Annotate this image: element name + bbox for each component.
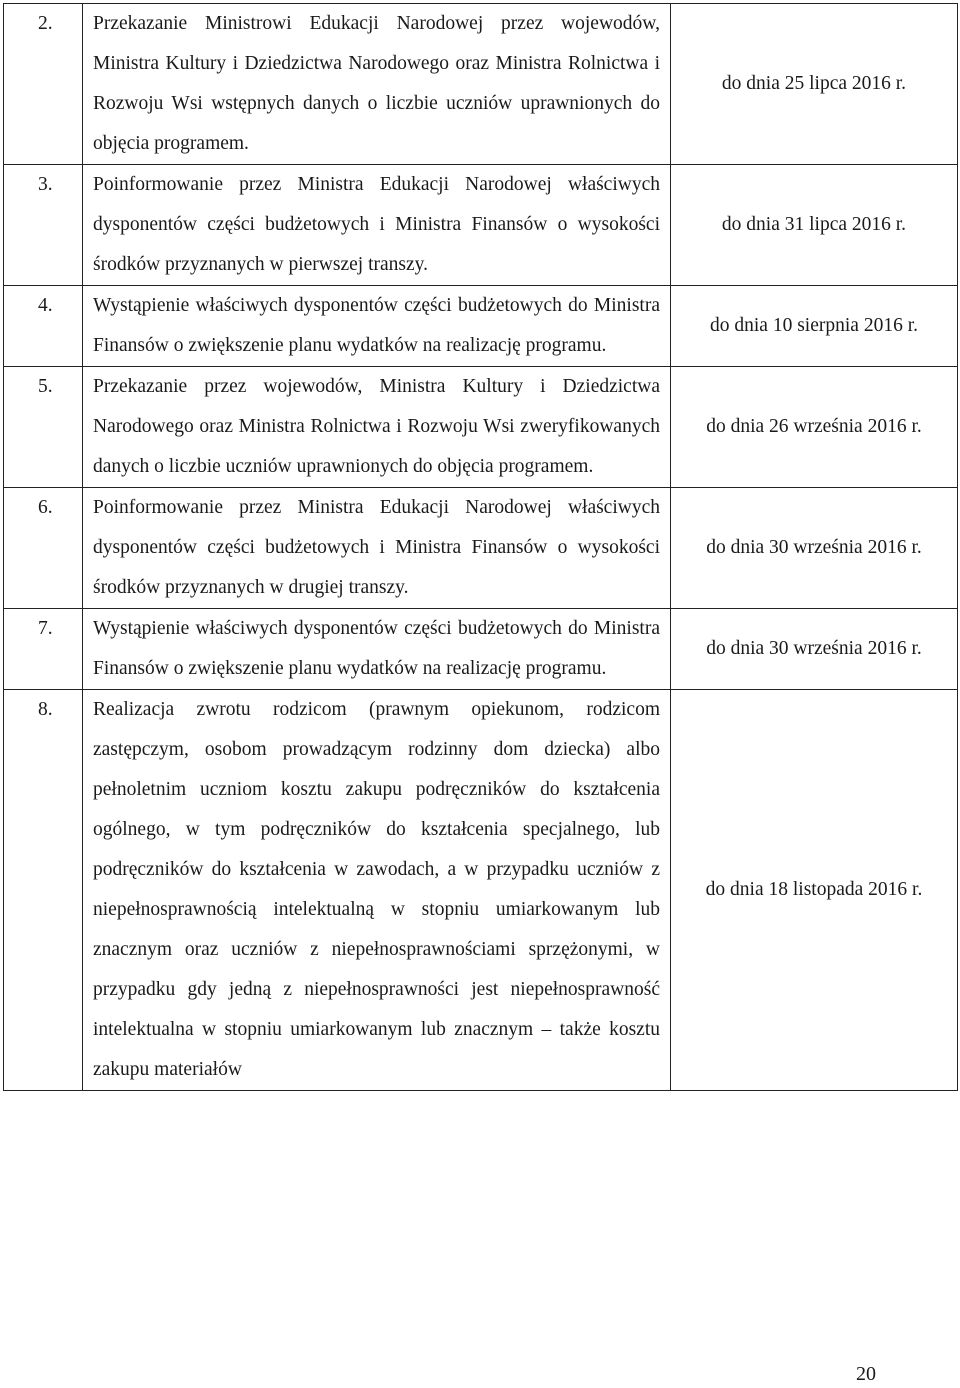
row-description: [83, 690, 671, 1091]
row-deadline: do dnia 30 września 2016 r.: [671, 488, 958, 609]
row-description: [83, 165, 671, 286]
row-number: 7.: [4, 609, 83, 690]
row-number: 5.: [4, 367, 83, 488]
row-number: 6.: [4, 488, 83, 609]
row-deadline: do dnia 10 sierpnia 2016 r.: [671, 286, 958, 367]
row-description: [83, 367, 671, 488]
schedule-table: [3, 3, 958, 1091]
row-number: 3.: [4, 165, 83, 286]
row-description-text: Poinformowanie przez Ministra Edukacji Narodowej właściwych dysponentów części budżetowych i Ministra Finansów o wysokości środków przyznanych w pierwszej transzy.: [93, 174, 660, 275]
row-description-text: Wystąpienie właściwych dysponentów części budżetowych do Ministra Finansów o zwiększenie planu wydatków na realizację programu.: [93, 618, 660, 679]
row-description-text: Przekazanie przez wojewodów, Ministra Kultury i Dziedzictwa Narodowego oraz Ministra Rolnictwa i Rozwoju Wsi zweryfikowanych danych o liczbie uczniów uprawnionych do objęcia programem.: [93, 376, 660, 477]
page-number: 20: [856, 1363, 876, 1385]
row-deadline: do dnia 31 lipca 2016 r.: [671, 165, 958, 286]
row-number: 8.: [4, 690, 83, 1091]
row-number: 2.: [4, 4, 83, 165]
row-description: [83, 609, 671, 690]
row-deadline: do dnia 25 lipca 2016 r.: [671, 4, 958, 165]
table-row: [4, 690, 958, 1091]
table-row: [4, 488, 958, 609]
row-description: [83, 286, 671, 367]
table-row: [4, 4, 958, 165]
row-description-text: Przekazanie Ministrowi Edukacji Narodowej przez wojewodów, Ministra Kultury i Dziedzictwa Narodowego oraz Ministra Rolnictwa i Rozwoju Wsi wstępnych danych o liczbie uczniów uprawnionych do objęcia programem.: [93, 13, 660, 154]
row-deadline: do dnia 18 listopada 2016 r.: [671, 690, 958, 1091]
row-deadline: do dnia 30 września 2016 r.: [671, 609, 958, 690]
row-description-text: Poinformowanie przez Ministra Edukacji Narodowej właściwych dysponentów części budżetowych i Ministra Finansów o wysokości środków przyznanych w drugiej transzy.: [93, 497, 660, 598]
table-row: [4, 367, 958, 488]
table-row: [4, 165, 958, 286]
row-description: [83, 4, 671, 165]
row-description-text: Realizacja zwrotu rodzicom (prawnym opiekunom, rodzicom zastępczym, osobom prowadzącym rodzinny dom dziecka) albo pełnoletnim uczniom kosztu zakupu podręczników do kształcenia ogólnego, w tym podręczników do kształcenia specjalnego, lub podręczników do kształcenia w zawodach, a w przypadku uczniów z niepełnosprawnością intelektualną w stopniu umiarkowanym lub znacznym oraz uczniów z niepełnosprawnościami sprzężonymi, w przypadku gdy jedną z niepełnosprawności jest niepełnosprawność intelektualna w stopniu umiarkowanym lub znacznym – także kosztu zakupu materiałów: [93, 699, 660, 1080]
row-description: [83, 488, 671, 609]
row-deadline: do dnia 26 września 2016 r.: [671, 367, 958, 488]
row-description-text: Wystąpienie właściwych dysponentów części budżetowych do Ministra Finansów o zwiększenie planu wydatków na realizację programu.: [93, 295, 660, 356]
table-row: [4, 609, 958, 690]
table-row: [4, 286, 958, 367]
row-number: 4.: [4, 286, 83, 367]
